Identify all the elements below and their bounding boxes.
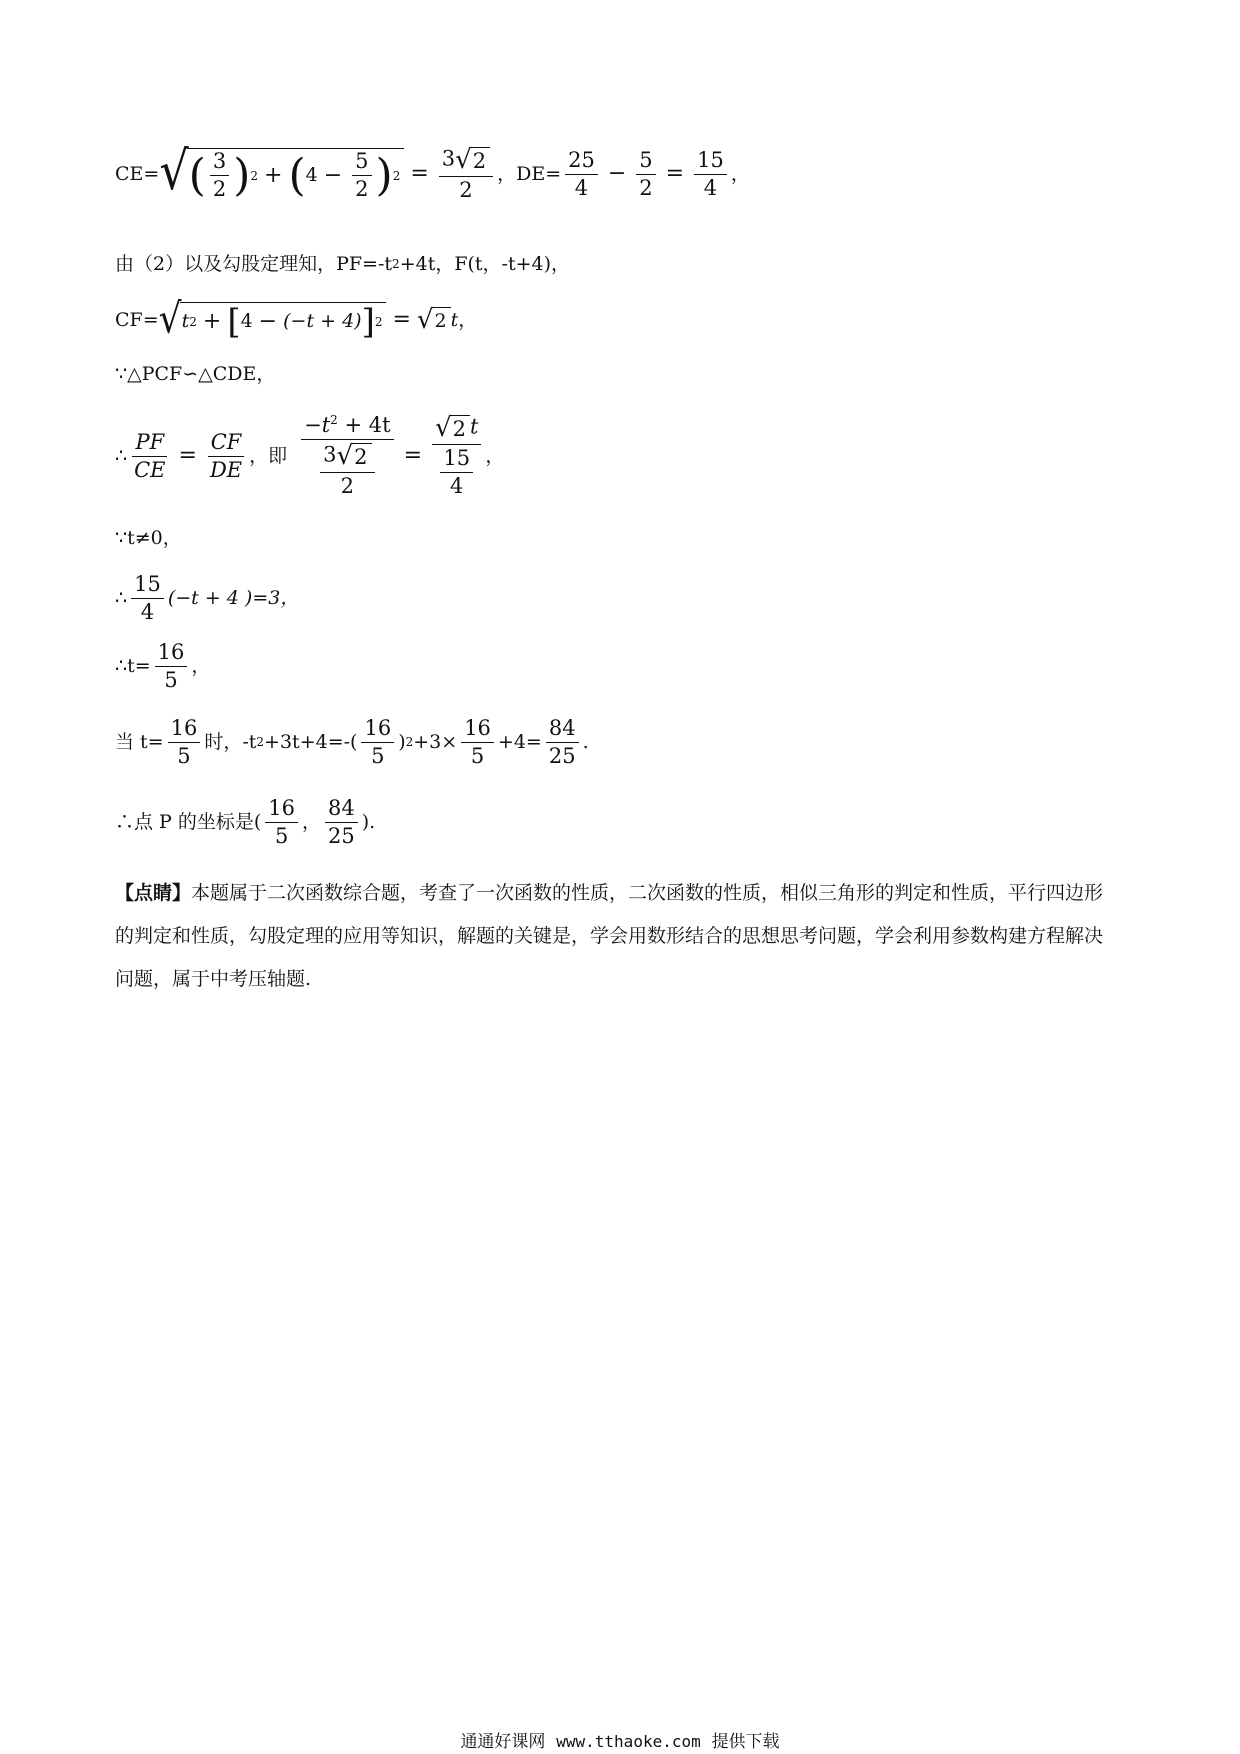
footer-site-name: 通通好课网 — [460, 1732, 546, 1752]
fraction: $\frac{16}{5}$ — [168, 718, 201, 767]
fraction: $\frac{15}{4}$ — [131, 574, 164, 623]
fraction: $\frac{16}{5}$ — [361, 718, 394, 767]
similar-triangles-statement: ∵△PCF∽△CDE， — [115, 362, 276, 385]
footer-suffix: 提供下载 — [711, 1732, 780, 1752]
ce-de-equation: CE= √ ( $\frac{3}{2}$ ) 2 + ( 4 − $\frac{5}{2}$ ) 2 = 3 √ 2 2 ，DE= $\frac{25}{4}$ − $\frac{5}{2}$ = $\frac{15}{4}$ ， — [115, 139, 750, 202]
commentary-text: 本题属于二次函数综合题，考查了一次函数的性质，二次函数的性质，相似三角形的判定和性质，平行四边形的判定和性质，勾股定理的应用等知识，解题的关键是，学会用数形结合的思想思考问题，学会利用参数构建方程解决问题，属于中考压轴题. — [115, 882, 1104, 990]
footer-url[interactable]: www.tthaoke.com — [556, 1732, 701, 1751]
ce-label: CE= — [115, 162, 160, 185]
fraction: $\frac{15}{4}$ — [694, 150, 727, 199]
pf-statement: 由（2）以及勾股定理知，PF=-t 2 +4t，F(t，-t+4)， — [115, 252, 571, 275]
equation-three: ∴ $\frac{15}{4}$ (−t + 4 )=3， — [115, 571, 300, 624]
t-nonzero-statement: ∵t≠0， — [115, 526, 182, 549]
ratio-equation: ∴ $\frac{PF}{CE}$ = $\frac{CF}{DE}$ ，即 $-t^2 + 4t$ 3 √ 2 2 = √ 2 t $\frac{15}{4}$ ， — [115, 413, 505, 498]
ce-sqrt: √ ( $\frac{3}{2}$ ) 2 + ( 4 − $\frac{5}{2}$ ) 2 — [159, 148, 404, 200]
fraction: $\frac{25}{4}$ — [565, 150, 598, 199]
point-p-coordinates: ∴点 P 的坐标是( $\frac{16}{5}$ ， $\frac{84}{25}$ ). — [115, 795, 376, 848]
fraction: $\frac{5}{2}$ — [636, 150, 655, 199]
fraction: $\frac{CF}{DE}$ — [207, 432, 245, 481]
substitution-equation: 当 t= $\frac{16}{5}$ 时，-t 2 +3t+4=-( $\frac{16}{5}$ ) 2 +3× $\frac{16}{5}$ +4= $\frac{84}{25}$ . — [115, 715, 589, 768]
commentary-paragraph — [115, 872, 1120, 1001]
fraction: $\frac{3}{2}$ — [210, 151, 229, 200]
cf-sqrt: √ t 2 + [ 4 − (−t + 4) ] 2 — [159, 302, 387, 339]
fraction: $\frac{16}{5}$ — [155, 642, 188, 691]
compound-fraction: $-t^2 + 4t$ 3 √ 2 2 — [301, 415, 393, 497]
fraction: $\frac{16}{5}$ — [265, 798, 298, 847]
fraction: 3 √ 2 2 — [439, 147, 493, 201]
compound-fraction: √ 2 t $\frac{15}{4}$ — [432, 415, 481, 497]
fraction: $\frac{84}{25}$ — [546, 718, 579, 767]
page-footer — [0, 1727, 1240, 1752]
fraction: $\frac{16}{5}$ — [461, 718, 494, 767]
fraction: $\frac{PF}{CE}$ — [134, 429, 166, 482]
t-value: ∴t= $\frac{16}{5}$ ， — [115, 639, 211, 692]
fraction: $\frac{5}{2}$ — [352, 151, 371, 200]
commentary-tag: 【点睛】 — [115, 882, 192, 904]
fraction: $\frac{84}{25}$ — [325, 798, 358, 847]
cf-equation: CF= √ t 2 + [ 4 − (−t + 4) ] 2 = √ 2 t ， — [115, 295, 478, 343]
